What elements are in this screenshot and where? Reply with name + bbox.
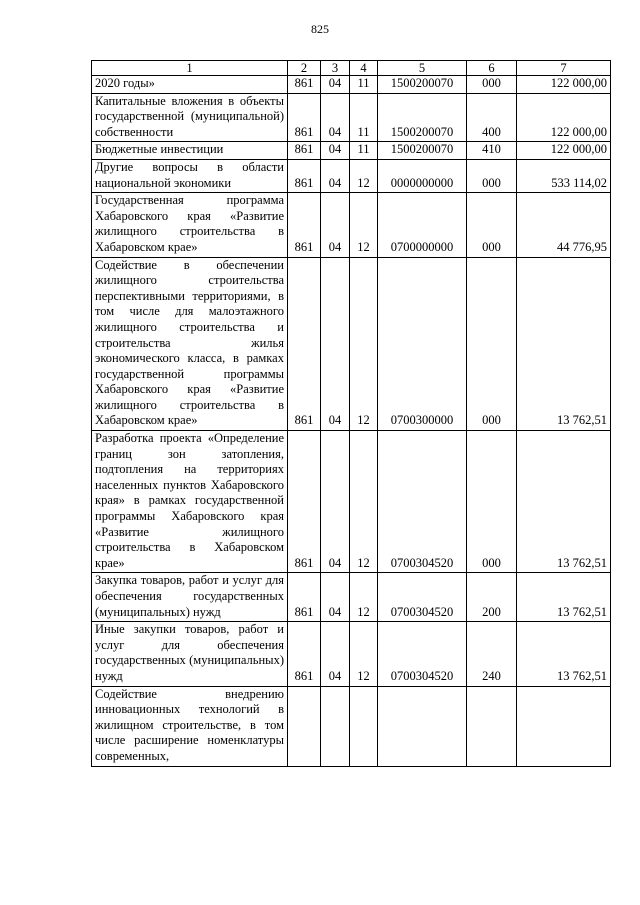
table-header-row <box>92 61 611 76</box>
table-row <box>92 573 611 622</box>
row-name: Содействие в обеспечении жилищного строительства перспективными территориями, в том числе для малоэтажного жилищного строительства и строительства жилья экономического класса, в рамках государственной программы Хабаровского края «Развитие жилищного строительства в Хабаровском крае» <box>92 257 288 431</box>
row-amount: 122 000,00 <box>517 93 611 142</box>
row-subsection-code: 12 <box>350 257 378 431</box>
row-name: Другие вопросы в области национальной экономики <box>92 159 288 192</box>
row-subsection-code: 11 <box>350 93 378 142</box>
row-section-code: 04 <box>321 257 350 431</box>
row-section-code <box>321 686 350 766</box>
row-section-code: 04 <box>321 193 350 257</box>
row-section-code: 04 <box>321 76 350 94</box>
row-amount: 13 762,51 <box>517 431 611 573</box>
column-header: 5 <box>378 61 467 76</box>
row-ministry-code: 861 <box>288 142 321 160</box>
column-header: 1 <box>92 61 288 76</box>
row-expense-type: 000 <box>467 431 517 573</box>
row-ministry-code: 861 <box>288 193 321 257</box>
row-expense-type <box>467 686 517 766</box>
row-section-code: 04 <box>321 431 350 573</box>
row-target-code <box>378 686 467 766</box>
row-target-code: 1500200070 <box>378 76 467 94</box>
row-amount: 44 776,95 <box>517 193 611 257</box>
row-subsection-code: 11 <box>350 142 378 160</box>
row-target-code: 0000000000 <box>378 159 467 192</box>
row-target-code: 0700000000 <box>378 193 467 257</box>
row-amount: 122 000,00 <box>517 76 611 94</box>
row-name: 2020 годы» <box>92 76 288 94</box>
row-expense-type: 000 <box>467 193 517 257</box>
row-subsection-code <box>350 686 378 766</box>
row-target-code: 0700300000 <box>378 257 467 431</box>
column-header: 3 <box>321 61 350 76</box>
table-row <box>92 93 611 142</box>
row-section-code: 04 <box>321 159 350 192</box>
row-name: Разработка проекта «Определение границ зон затопления, подтопления на территориях населенных пунктов Хабаровского края» в рамках государственной программы Хабаровского края «Развитие жилищного строительства в Хабаровском крае» <box>92 431 288 573</box>
row-expense-type: 000 <box>467 76 517 94</box>
row-ministry-code: 861 <box>288 257 321 431</box>
row-subsection-code: 12 <box>350 622 378 686</box>
row-ministry-code: 861 <box>288 431 321 573</box>
row-name: Государственная программа Хабаровского края «Развитие жилищного строительства в Хабаровском крае» <box>92 193 288 257</box>
row-name: Капитальные вложения в объекты государственной (муниципальной) собственности <box>92 93 288 142</box>
row-ministry-code: 861 <box>288 76 321 94</box>
table-row <box>92 159 611 192</box>
table-row <box>92 622 611 686</box>
row-amount: 122 000,00 <box>517 142 611 160</box>
row-subsection-code: 12 <box>350 159 378 192</box>
table-row <box>92 76 611 94</box>
table-row <box>92 431 611 573</box>
row-expense-type: 400 <box>467 93 517 142</box>
row-target-code: 1500200070 <box>378 93 467 142</box>
row-subsection-code: 12 <box>350 193 378 257</box>
table-row <box>92 142 611 160</box>
row-ministry-code: 861 <box>288 93 321 142</box>
row-section-code: 04 <box>321 622 350 686</box>
row-amount <box>517 686 611 766</box>
row-ministry-code: 861 <box>288 573 321 622</box>
row-target-code: 0700304520 <box>378 431 467 573</box>
row-target-code: 0700304520 <box>378 573 467 622</box>
page-number: 825 <box>311 22 329 36</box>
row-expense-type: 410 <box>467 142 517 160</box>
column-header: 7 <box>517 61 611 76</box>
row-name: Иные закупки товаров, работ и услуг для обеспечения государственных (муниципальных) нужд <box>92 622 288 686</box>
column-header: 6 <box>467 61 517 76</box>
table-row <box>92 257 611 431</box>
row-amount: 13 762,51 <box>517 573 611 622</box>
row-section-code: 04 <box>321 93 350 142</box>
table-row <box>92 193 611 257</box>
row-name: Содействие внедрению инновационных технологий в жилищном строительстве, в том числе расширение номенклатуры современных, <box>92 686 288 766</box>
column-header: 2 <box>288 61 321 76</box>
row-expense-type: 200 <box>467 573 517 622</box>
row-subsection-code: 11 <box>350 76 378 94</box>
row-subsection-code: 12 <box>350 431 378 573</box>
row-section-code: 04 <box>321 573 350 622</box>
row-expense-type: 000 <box>467 257 517 431</box>
row-name: Бюджетные инвестиции <box>92 142 288 160</box>
row-expense-type: 000 <box>467 159 517 192</box>
row-target-code: 0700304520 <box>378 622 467 686</box>
column-header: 4 <box>350 61 378 76</box>
row-target-code: 1500200070 <box>378 142 467 160</box>
row-amount: 13 762,51 <box>517 622 611 686</box>
row-ministry-code <box>288 686 321 766</box>
row-ministry-code: 861 <box>288 622 321 686</box>
row-amount: 13 762,51 <box>517 257 611 431</box>
row-section-code: 04 <box>321 142 350 160</box>
row-ministry-code: 861 <box>288 159 321 192</box>
row-subsection-code: 12 <box>350 573 378 622</box>
table-row <box>92 686 611 766</box>
row-expense-type: 240 <box>467 622 517 686</box>
row-amount: 533 114,02 <box>517 159 611 192</box>
row-name: Закупка товаров, работ и услуг для обеспечения государственных (муниципальных) нужд <box>92 573 288 622</box>
budget-table <box>91 60 611 767</box>
